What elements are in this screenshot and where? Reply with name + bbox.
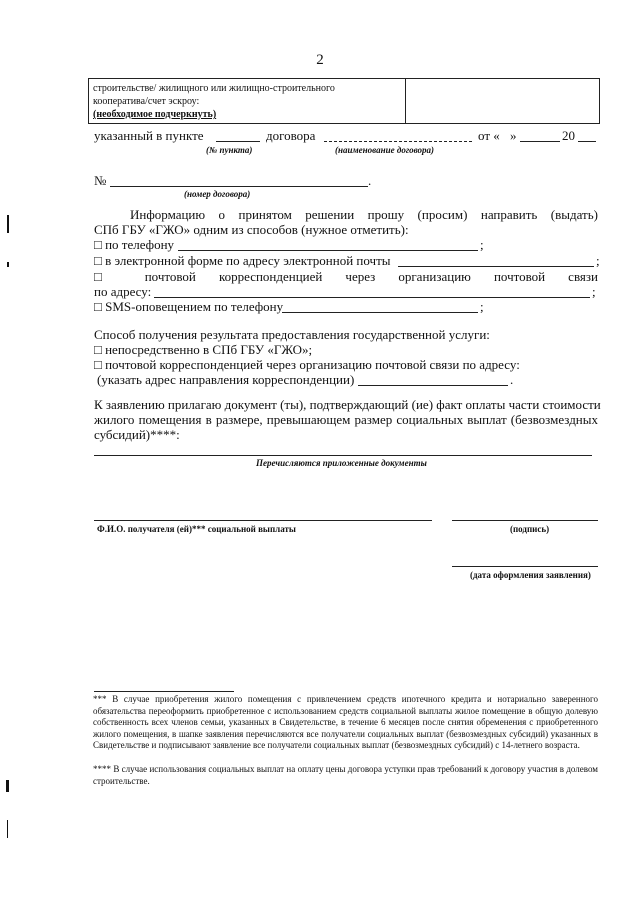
- footnote-separator: [94, 691, 234, 692]
- result-option-direct[interactable]: □ непосредственно в СПб ГБУ «ГЖО»;: [94, 342, 313, 357]
- signature-label: (подпись): [510, 524, 550, 534]
- contract-name-field[interactable]: [324, 141, 472, 142]
- box-line-1: строительстве/ жилищного или жилищно-строительного: [93, 83, 335, 94]
- number-dot: .: [368, 173, 372, 188]
- table-divider: [405, 79, 406, 123]
- contract-point-label: указанный в пункте: [94, 128, 204, 143]
- scan-artifact: [7, 215, 9, 233]
- attach-line-2: жилого помещения в размере, превышающем размер социальных выплат (безвозмездных: [94, 412, 598, 427]
- box-line-2: кооператива/счет эскроу:: [93, 96, 200, 107]
- point-number-field[interactable]: [216, 141, 260, 142]
- application-date-field[interactable]: [452, 566, 598, 567]
- scan-artifact: [7, 820, 8, 838]
- contract-label: договора: [266, 128, 316, 143]
- footnote-four-stars: **** В случае использования социальных выплат на оплату цены договора уступки прав требований к договору участия в долевом строительстве.: [93, 764, 598, 786]
- date-close-quote: »: [510, 128, 517, 143]
- attach-line-3: субсидий)****:: [94, 427, 180, 442]
- table-cell-text: [93, 82, 403, 121]
- info-request-line-1: Информацию о принятом решении прошу (просим) направить (выдать): [130, 207, 598, 222]
- footnote-three-stars: *** В случае приобретения жилого помещения с привлечением средств ипотечного кредита и нотариально заверенного обязательства переоформить приобретенное с использованием средств социальной выплаты жилое помещение в общую долевую собственность всех членов семьи, указанных в Свидетельстве, в течение 6 месяцев после снятия обременения с приобретенного жилого помещения, в шапке заявления перечисляются все получатели социальных выплат (безвозмездных субсидий) указанных в Свидетельстве и подписывают заявление все получатели социальных выплат (безвозмездных субсидий) с 14-летнего возраста.: [93, 694, 598, 750]
- option-sms[interactable]: □ SMS-оповещением по телефону: [94, 299, 284, 314]
- scan-artifact: [6, 780, 9, 792]
- result-address-field[interactable]: [358, 385, 508, 386]
- sms-semicolon: ;: [480, 299, 484, 314]
- signature-field[interactable]: [452, 520, 598, 521]
- date-open-quote: от «: [478, 128, 500, 143]
- email-semicolon: ;: [596, 253, 600, 268]
- sms-phone-field[interactable]: [282, 312, 478, 313]
- attach-line-1: К заявлению прилагаю документ (ты), подтверждающий (ие) факт оплаты части стоимости: [94, 397, 601, 412]
- phone-field[interactable]: [178, 250, 478, 251]
- page-number: 2: [316, 52, 324, 68]
- scan-artifact: [7, 262, 9, 267]
- application-date-label: (дата оформления заявления): [470, 570, 591, 580]
- recipient-name-field[interactable]: [94, 520, 432, 521]
- year-field[interactable]: [578, 141, 596, 142]
- point-hint: (№ пункта): [206, 145, 253, 155]
- result-dot: .: [510, 372, 514, 387]
- option-email[interactable]: □ в электронной форме по адресу электронной почты: [94, 253, 391, 268]
- box-line-3: (необходимое подчеркнуть): [93, 109, 217, 120]
- option-phone[interactable]: □ по телефону: [94, 237, 175, 252]
- contract-name-hint: (наименование договора): [335, 145, 435, 155]
- number-sign: №: [94, 173, 107, 188]
- number-hint: (номер договора): [184, 189, 251, 199]
- info-request-line-2: СПб ГБУ «ГЖО» одним из способов (нужное отметить):: [94, 222, 409, 237]
- date-month-field[interactable]: [520, 141, 560, 142]
- option-post[interactable]: □ почтовой корреспонденцией через организацию почтовой связи: [94, 269, 598, 284]
- email-field[interactable]: [398, 266, 594, 267]
- phone-semicolon: ;: [480, 237, 484, 252]
- result-method-title: Способ получения результата предоставления государственной услуги:: [94, 327, 490, 342]
- recipient-name-label: Ф.И.О. получателя (ей)*** социальной выплаты: [97, 524, 296, 534]
- post-address-field[interactable]: [154, 297, 590, 298]
- option-post-address-label: по адресу:: [94, 284, 152, 299]
- year-prefix: 20: [562, 128, 575, 143]
- post-semicolon: ;: [592, 284, 596, 299]
- result-option-post[interactable]: □ почтовой корреспонденцией через организацию почтовой связи по адресу:: [94, 357, 520, 372]
- contract-number-field[interactable]: [110, 186, 368, 187]
- result-address-label: (указать адрес направления корреспонденции): [97, 372, 355, 387]
- attached-documents-hint: Перечисляются приложенные документы: [256, 458, 427, 468]
- header-table-fragment: [88, 78, 600, 124]
- attached-documents-field[interactable]: [94, 455, 592, 456]
